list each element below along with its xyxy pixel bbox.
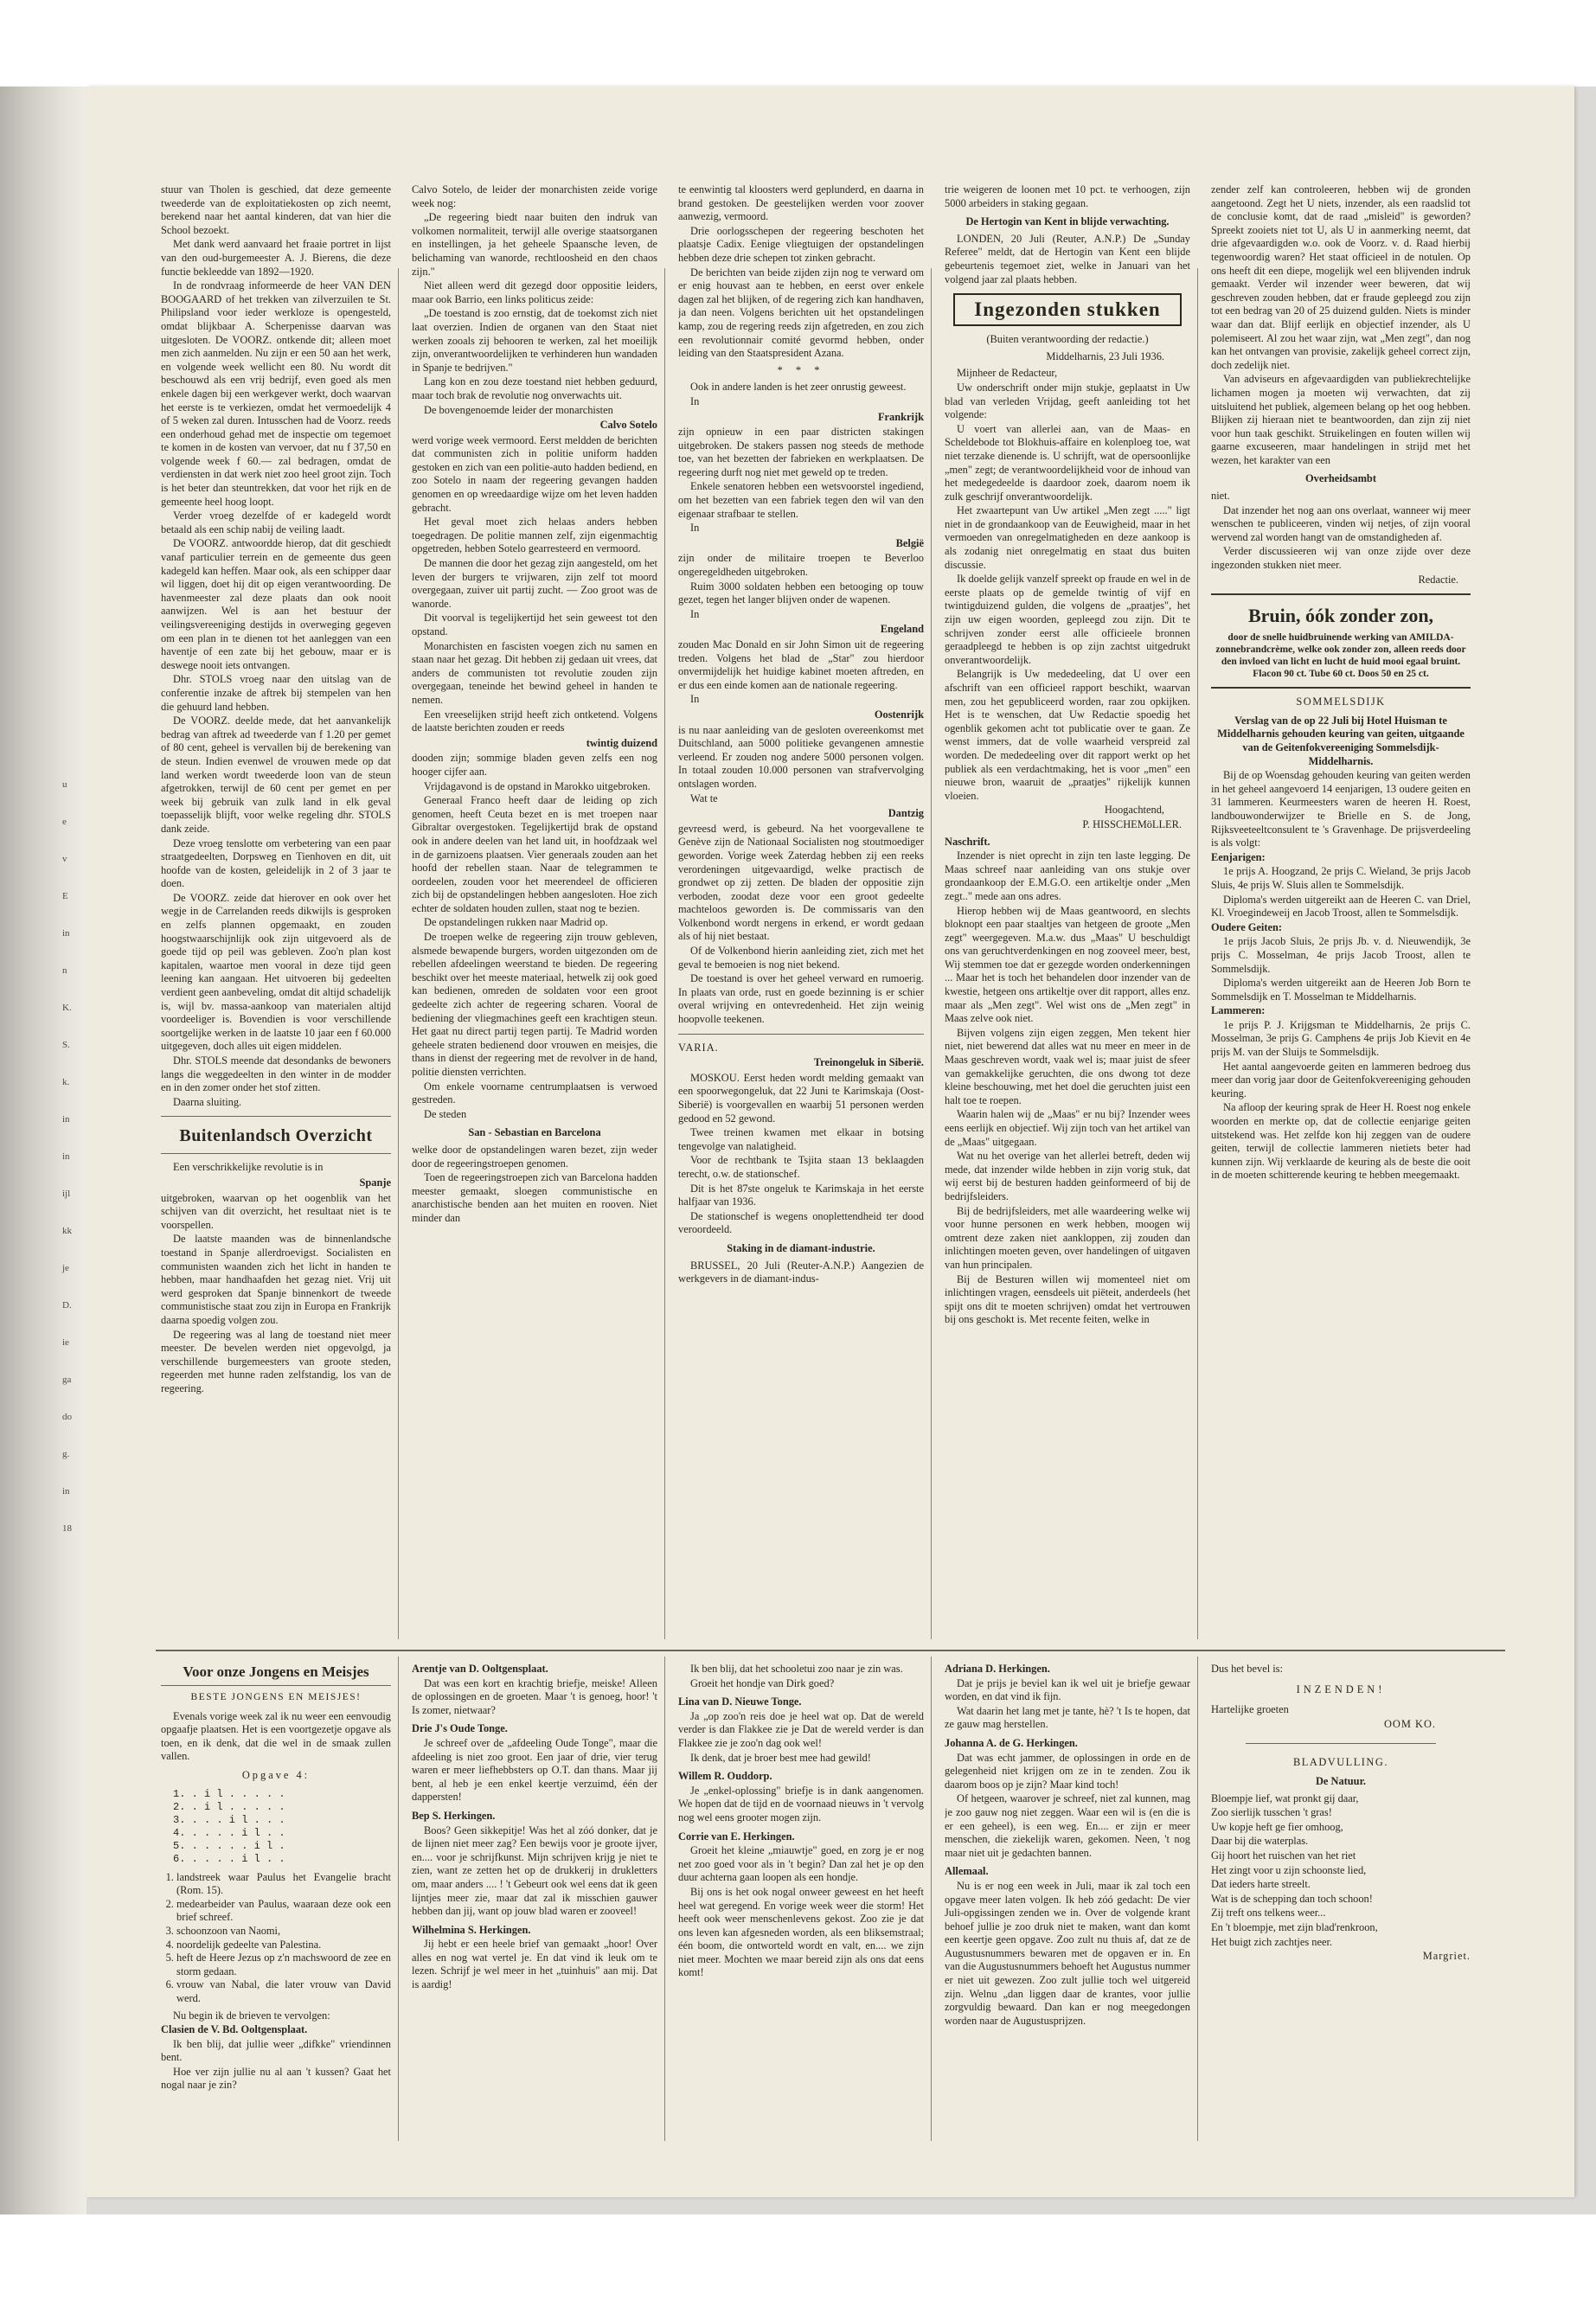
letters-column [945, 183, 1190, 1645]
paragraph: Verder vroeg dezelfde of er kadegeld wordt betaald als een schip nabij de veiling laadt. [161, 510, 391, 535]
paragraph: stuur van Tholen is geschied, dat deze gemeente tweederde van de exploitatiekosten op zich neemt, berekend naar het aantal kinderen, dat van hier die School bezoekt. [161, 183, 391, 236]
paragraph: gevreesd werd, is gebeurd. Na het voorgevallene te Genève zijn de Nationaal Socialisten nog stoutmoediger geworden. Vorige week Zaterdag hebben zij een reeks verordeningen uitgevaardigd, welke practisch de grondwet op zij zetten. De bladen der oppositie zijn verboden, zoodat deze voor een groot gedeelte machteloos geworden is. De commissaris van den Volkenbond wordt nergens in erkend, er wordt gedaan als of hij niet bestaat. [678, 822, 924, 943]
paragraph: De regeering was al lang de toestand niet meer meester. De bevelen werden niet opgevolgd, ja verschillende burgemeesters van groote steden, regeerden met hunne raden zelfstandig, los van de regeering. [161, 1328, 391, 1394]
letter-heading: Clasien de V. Bd. Ooltgensplaat. [161, 2023, 308, 2036]
paragraph: Calvo Sotelo, de leider der monarchisten zeide vorige week nog: [412, 183, 657, 209]
rule [678, 1034, 924, 1035]
kids-column-1 [161, 1663, 391, 2147]
paragraph: De berichten van beide zijden zijn nog te verward om er enig houvast aan te hebben, en eerst over enkele dagen zal het blijken, of de regering zich kan handhaven, ja dan neen. Volgens berichten uit het opstandelingen kamp, zou de regering reeds zijn afgetreden, en zou zich een revolutionnair comité gevormd hebben, onder leiding van den Staatspresident Azana. [678, 266, 924, 360]
puzzle-clue: 6. vrouw van Nabal, die later vrouw van David werd. [176, 1978, 391, 2005]
poem-line: Bloempje lief, wat pronkt gij daar, [1211, 1791, 1359, 1804]
letter-heading: Corrie van E. Herkingen. [678, 1830, 795, 1843]
paragraph: Wat nu het overige van het allerlei betreft, deden wij mede, dat inzender wilde hebben in zijn vorig stuk, dat wij eerst bij de besturen hadden geinformeerd of bij de bedrijfsleiders. [945, 1150, 1190, 1202]
paragraph: In [690, 394, 700, 407]
paragraph: Enkele senatoren hebben een wetsvoorstel ingediend, om het bezetten van een fabriek tegen den wil van den eigenaar strafbaar te stellen. [678, 480, 924, 520]
sommelsdijk-heading: SOMMELSDIJK [1296, 695, 1386, 708]
paragraph: zender zelf kan controleeren, hebben wij de gronden aangetoond. Zegt het U niets, inzender, als een raadslid tot de conclusie komt, dat de raad „misleid" is geworden? Spreekt zooiets niet tot U, als U in aanmerking neemt, dat drie afgevaardigden w.o. ook de Voorz. v. d. Raad hierbij tegenwoordig waren? Het staat officieel in de notulen. Op ons heeft dit een diepe, mogelijk wel een blijvenden indruk gemaakt. Verder wil inzender weer beweren, dat wij geschreven zouden hebben, dat er fraude gepleegd zou zijn tot een bedrag van 20 of 25 duizend gulden. Niets is minder waar dan dat. Blijf eerlijk en objectief inzender, als U polemiseert. Al zou het waar zijn, wat „Men zegt", dan nog kan het ontvangen van provisie, zakelijk geheel correct zijn, doch zedelijk niet. [1211, 183, 1471, 371]
paragraph: Dat was een kort en krachtig briefje, meiske! Alleen de oplossingen en de groeten. Maar 't is genoeg, hoor! 't Is zomer, nietwaar? [412, 1676, 657, 1716]
advert-title: Bruin, óók zonder zon, [1247, 605, 1434, 627]
paragraph: Belangrijk is Uw mededeeling, dat U over een afschrift van een officieel rapport beschikt, waarvan men, zou het gepubliceerd worden, raar zou opkijken. Het is te wenschen, dat Uw Redactie spoedig het ogenblik gekomen acht tot publicatie over te gaan. Ze wenst immers, dat de volle waarheid verspreid zal worden. De mededeeling over dit rapport werkt op het publiek als een verdachtmaking, het is voor „men" een nieuwe bron, waaruit de „praatjes" rijkelijk kunnen vloeien. [945, 668, 1190, 802]
paragraph: Bij de bedrijfsleiders, met alle waardeering welke wij voor hunne personen en werk hebben, moogen wij omtrent deze zaken niet aankloppen, zij zouden dan inlichtingen moeten geven, over handelingen of uitgaven van hun principalen. [945, 1204, 1190, 1271]
paragraph: Vrijdagavond is de opstand in Marokko uitgebroken. [424, 779, 651, 792]
paragraph: De laatste maanden was de binnenlandsche toestand in Spanje allerdroevigst. Socialisten en communisten waanden zich het licht in handen te hebben, maar handhaafden het gezag niet. Vrij uit werd gesproken dat Spanje binnenkort de tweede communistische staat zou zijn in Europa en Frankrijk daarna spoedig volgen zou. [161, 1233, 391, 1326]
subheading-san-sebastian: San - Sebastian en Barcelona [468, 1126, 601, 1139]
poem [1211, 1792, 1471, 1950]
paragraph: 1e prijs A. Hoogzand, 2e prijs C. Wieland, 3e prijs Jacob Sluis, 4e prijs W. Sluis allen te Sommelsdijk. [1211, 865, 1471, 891]
letter-salutation: Mijnheer de Redacteur, [957, 367, 1058, 380]
puzzle-row: 4. . . . . i l . . [173, 1826, 285, 1839]
paragraph: uitgebroken, waarvan op het oogenblik van het schijven van dit overzicht, het resultaat niet is te voorspellen. [161, 1191, 391, 1231]
margin-fragment: g. [62, 1449, 70, 1459]
margin-fragment: u [62, 779, 67, 790]
column-rule [931, 268, 932, 1639]
subheading-dantzig: Dantzig [888, 807, 924, 820]
paragraph: Ik ben blij, dat het schooletui zoo naar je zin was. [690, 1663, 903, 1675]
paragraph: Hoe ver zijn jullie nu al aan 't kussen? Gaat het nogal naar je zin? [161, 2065, 391, 2092]
column-rule [398, 1657, 399, 2141]
paragraph: Van adviseurs en afgevaardigden van publiekrechtelijke lichamen mogen ja moeten wij verwachten, dat zij uitsluitend het publiek, algemeen belang op het oog hebben. Blijken zij hieraan niet te beantwoorden, dan zijn zij niet voor hun taak geschikt. Struikelingen en fouten willen wij gaarne excuseeren, maar handelingen in strijd met het wezen, het karakter van een [1211, 373, 1471, 466]
disclaimer: (Buiten verantwoording der redactie.) [986, 333, 1149, 346]
subheading-oostenrijk: Oostenrijk [874, 708, 924, 721]
column-rule [398, 268, 399, 1639]
paragraph: In [690, 522, 700, 535]
rule [161, 1116, 391, 1117]
paragraph: De VOORZ. antwoordde hierop, dat dit geschiedt vanaf particulier terrein en de gemeente dus geen kadegeld kan heffen. Maar ook, als een schipper daar wil liggen, doet hij dit op eigen verantwoording. De havenmeester zal deze plaats dan ook nooit aanwijzen. Wel is aan het bestuur der veilingsvereeniging destijds in overweging gegeven om een plan in te dienen tot het aanleggen van een haventje of een zate bij het gebouw, maar er is deswege nooit iets ontvangen. [161, 537, 391, 671]
subheading-twintig-duizend: twintig duizend [586, 736, 657, 749]
section-label: Eenjarigen: [1211, 850, 1266, 863]
puzzle-row: 2. . i l . . . . . [173, 1800, 285, 1813]
letter-date: Middelharnis, 23 Juli 1936. [1046, 349, 1164, 362]
paragraph: Dhr. STOLS meende dat desondanks de bewoners langs die weggedeelten in den winter in de modder en in den zomer onder het stof zitten. [161, 1054, 391, 1094]
paragraph: Dat was echt jammer, de oplossingen in orde en de gelegenheid niet krijgen om ze in te zenden. Zou ik daarom boos op je zijn? Maar kind toch! [945, 1751, 1190, 1791]
poem-line: Wat is de schepping dan toch schoon! [1211, 1892, 1373, 1905]
margin-fragment: in [62, 1486, 70, 1497]
subheading-spanje: Spanje [359, 1176, 391, 1189]
paragraph: U voert van allerlei aan, van de Maas- en Scheldebode tot Blokhuis-affaire en kolenploeg toe, wat niet terzake dienende is. U schrijft, wat de opersoonlijke „men" zegt; de verantwoordelijkheid voor de inhoud van het medegedeelde is daardoor zoek, daarom noem ik zulk geschrijf onverantwoordelijk. [945, 422, 1190, 503]
paragraph: Het geval moet zich helaas anders hebben toegedragen. De politie mannen zelf, zijn eigenmachtig opgetreden, hebben Sotelo gearresteerd en vermoord. [412, 516, 657, 555]
subheading-staking: Staking in de diamant-industrie. [727, 1241, 875, 1254]
paragraph: Lang kon en zou deze toestand niet hebben geduurd, maar toch brak de revolutie nog onverwachts uit. [412, 375, 657, 401]
paragraph: Of hetgeen, waarover je schreef, niet zal kunnen, mag je zoo gauw nog niet zeggen. Waar een wil is (en die is er een geheel), is een weg. En.... er zijn er meer menschen, die ziekelijk waren, gekomen. Neen, 't nog maar niet uit je gedachten bannen. [945, 1792, 1190, 1859]
paragraph: Groeit het kleine „miauwtje" goed, en zorg je er nog net zoo goed voor als in 't begin? Dan zal het je op den duur achterna gaan loopen als een hondje. [678, 1844, 924, 1884]
paragraph: Ik doelde gelijk vanzelf spreekt op fraude en wel in de eerste plaats op de gemelde twintig of vijf en twintigduizend gulden, die volgens de „praatjes", het zijn uw eigen woorden, gepleegd zou zijn. Dit te schrijven zonder eerst alle officieele bronnen geraadpleegd te hebben is op zijn zachtst uitgedrukt onverantwoordelijk. [945, 573, 1190, 666]
paragraph: Drie oorlogsschepen der regeering beschoten het plaatsje Cadix. Eenige vliegtuigen der opstandelingen hebben deze drie schepen tot zinken gebracht. [678, 224, 924, 264]
puzzle-row: 5. . . . . . i l . [173, 1839, 285, 1852]
kids-column-4 [945, 1663, 1190, 2147]
paragraph: Dit voorval is tegelijkertijd het sein geweest tot den opstand. [412, 612, 657, 638]
left-margin-fragments [62, 779, 83, 1560]
paragraph: te eenwintig tal kloosters werd geplunderd, en daarna in brand gestoken. De geestelijken werden voor zoover aanwezig, vermoord. [678, 183, 924, 223]
keuring-intro: Verslag van de op 22 Juli bij Hotel Huisman te Middelharnis gehouden keuring van geiten, uitgaande van de Geitenfokvereeniging Sommelsdijk-Middelharnis. [1217, 714, 1465, 767]
paragraph: Ik ben blij, dat jullie weer „difkke" vriendinnen bent. [161, 2037, 391, 2064]
paragraph: Het aantal aangevoerde geiten en lammeren bedroeg dus meer dan vorig jaar door de Geitenfokvereeniging gehouden keuring. [1211, 1060, 1471, 1099]
paragraph: Om enkele voorname centrumplaatsen is verwoed gestreden. [412, 1080, 657, 1106]
column-rule [931, 1657, 932, 2141]
margin-fragment: D. [62, 1300, 72, 1311]
paragraph: Het zwaartepunt van Uw artikel „Men zegt ....." ligt niet in de grondaankoop van de Eeuwigheid, maar in het vermoeden van onregelmatigheden en deze aankoop is als zodanig niet onregelmatig en staat dus buiten discussie. [945, 504, 1190, 571]
margin-fragment: ijl [62, 1189, 71, 1199]
poem-line: Uw kopje heft ge fier omhoog, [1211, 1820, 1343, 1833]
poem-line: Het buigt zich zachtjes neer. [1211, 1935, 1333, 1948]
paragraph: Generaal Franco heeft daar de leiding op zich genomen, heeft Ceuta bezet en is met troepen naar Gibraltar overgestoken. Tegelijkertijd brak de opstand ook in andere deelen van het land uit, in hoofdzaak wel in de garnizoens plaatsen. Vier generaals zouden aan het hoofd der rebellen staan. Naar de telegrammen te oordeelen, zouden voor het meerendeel de officieren zich bij de opstandelingen hebben aangesloten. Hoe zich echter de soldaten houden zullen, staat nog te bezien. [412, 794, 657, 914]
margin-fragment: e [62, 817, 67, 827]
paragraph: Evenals vorige week zal ik nu weer een eenvoudig opgaafje plaatsen. Het is een voortgezetje opgave als toen, en ik denk, dat die wel in de smaak zullen vallen. [161, 1709, 391, 1763]
article-foreign-column [678, 183, 924, 1645]
margin-fragment: ga [62, 1375, 72, 1385]
puzzle-clue: 5. heft de Heere Jezus op z'n machswoord de zee en storm gedaan. [176, 1952, 391, 1978]
poem-line: Daar bij die waterplas. [1211, 1835, 1309, 1848]
paragraph: 1e prijs Jacob Sluis, 2e prijs Jb. v. d. Nieuwendijk, 3e prijs C. Mosselman, 4e prijs Jacob Troost, allen te Sommelsdijk. [1211, 935, 1471, 975]
poem-line: Gij hoort het ruischen van het riet [1211, 1849, 1356, 1862]
paragraph: De steden [424, 1107, 467, 1120]
ingezonden-stukken-heading: Ingezonden stukken [953, 293, 1182, 326]
letter-heading: Lina van D. Nieuwe Tonge. [678, 1695, 802, 1708]
paragraph: Een vreeselijken strijd heeft zich ontketend. Volgens de laatste berichten zouden er reeds [412, 708, 657, 734]
paragraph: Monarchisten en fascisten voegen zich nu samen en staan naar het gezag. Dit hebben zij gedaan uit vrees, dat anders de communisten tot revolutie zouden zijn overgegaan, teneinde het bewind geheel in handen te nemen. [412, 639, 657, 706]
letter-heading: Johanna A. de G. Herkingen. [945, 1736, 1078, 1749]
paragraph: Dat inzender het nog aan ons overlaat, wanneer wij meer wenschen te publiceeren, vinden wij netjes, of zijn vooral wervend zal worden hangt van de omstandigheden af. [1211, 503, 1471, 543]
paragraph: Na afloop der keuring sprak de Heer H. Roest nog enkele woorden en merkte op, dat de collectie eenjarige geiten uitstekend was. Het zelfde kon hij zeggen van de oudere geiten, terwijl de collectie lammeren nietiets beter had kunnen zijn. Wij verklaarde de keuring als de beste die ooit in de moeten schitterende keuring te hebben meegemaakt. [1211, 1101, 1471, 1182]
poem-title: De Natuur. [1315, 1774, 1367, 1787]
column-rule [1197, 268, 1198, 1639]
margin-fragment: in [62, 928, 70, 939]
paragraph: zijn opnieuw in een paar districten stakingen uitgebroken. De stakers passen nog steeds de methode toe, van het bezetten der fabrieken en werkplaatsen. De regeering durft nog niet met geweld op te treden. [678, 426, 924, 478]
poem-line: Dat ieders harte streelt. [1211, 1878, 1311, 1891]
paragraph: Voor de rechtbank te Tsjita staan 13 beklaagden terecht, o.w. de stationschef. [678, 1154, 924, 1180]
quote: „De regeering biedt naar buiten den indruk van volkomen normaliteit, terwijl alle overige staatsorganen en instellingen, ja het geheele Spaansche leven, de belichaming van wanorde, rechtloosheid en den chaos zijn." [412, 211, 657, 278]
section-label: Lammeren: [1211, 1004, 1266, 1017]
paragraph: In de rondvraag informeerde de heer VAN DEN BOOGAARD of het trekken van zilverzuilen te St. Philipsland voor ieder werkloze is opengesteld, omdat blijkbaar A. Scherpenisse daarvan was uitgesloten. De VOORZ. ontkende dit; alleen moet men zich aanmelden. Nu zijn er een 50 aan het werk, en volgende week wellicht een 80. Nu wordt dit beschouwd als een vrij bedrijf, even goed als men enkele dagen bij een werkgever werkt, doch waarvan het eerste is te verkiezen, omdat het vermoedelijk 4 of 5 weken zal duren. Intusschen had de Voorz. reeds een onderhoud gehad met de inspectie om tegemoet te komen in de kosten van vervoer, dat nu f 37,50 en volgende week f 60.— zal bedragen, omdat de verdiensten in dat werk niet zoo heel groot zijn. Toch is het beter dan steuntrekken, dat voor het rijk en de gemeente heel hoog loopt. [161, 279, 391, 508]
paragraph: Jij hebt er een heele brief van gemaakt „hoor! Over alles en nog wat vertel je. En dat vind ik leuk om te lezen. Schrijf je wel meer in het „tuinhuis" aan mij. Dat is aardig! [412, 1938, 657, 1991]
kids-salutation: BESTE JONGENS EN MEISJES! [190, 1692, 362, 1702]
paragraph: Bij de Besturen willen wij momenteel niet om inlichtingen vragen, eensdeels uit piëteit, anderdeels (het spijt ons dit te moeten schrijven) omdat het vertrouwen bij ons geschokt is. Met recente feiten, welke in [945, 1272, 1190, 1326]
paragraph: Wat te [690, 792, 718, 804]
paragraph: zouden Mac Donald en sir John Simon uit de regeering treden. Volgens het blad de „Star" zou hierdoor onvermijdelijk het huidige kabinet moeten aftreden, en er dus een einde komen aan de nationale regeering. [678, 638, 924, 691]
letter-heading: Arentje van D. Ooltgensplaat. [412, 1663, 548, 1675]
puzzle-clues [176, 1871, 391, 2006]
margin-fragment: ie [62, 1337, 69, 1348]
column-rule [664, 1657, 665, 2141]
margin-fragment: je [62, 1263, 69, 1273]
paragraph: Waarin halen wij de „Maas" er nu bij? Inzender wees eens eerlijk en objectief. Wij zijn toch van het artikel van de „Maas" uitgegaan. [945, 1108, 1190, 1148]
paragraph: In [690, 607, 700, 620]
paragraph: zijn onder de militaire troepen te Beverloo ongeregeldheden uitgebroken. [678, 552, 924, 579]
paragraph: Ik denk, dat je broer best mee had gewild! [690, 1751, 871, 1764]
rule [161, 1153, 391, 1154]
puzzle-clue: 3. schoonzoon van Naomi, [176, 1925, 391, 1939]
puzzle-clue: 4. noordelijk gedeelte van Palestina. [176, 1939, 391, 1952]
paragraph: De troepen welke de regeering zijn trouw gebleven, alsmede bewapende burgers, worden uitgezonden om de rebellen afdeelingen weerstand te bieden. De regeering beschikt over het meeste materiaal, hetwelk zij ook goed kan bedienen, omreden de soldaten voor een groot gedeelte zich achter de regeering scharen. Vooral de bediening der vliegmachines geeft een krachtigen steun. Het gaat nu direct partij tegen partij. Te Madrid worden geheele straten bedienend door vrouwen en meisjes, die thans in dienst der regeering met de revolver in de hand, politie diensten verrichten. [412, 931, 657, 1078]
naschrift-heading: Naschrift. [945, 835, 990, 848]
kids-heading: Voor onze Jongens en Meisjes [161, 1663, 391, 1686]
paragraph: Nu begin ik de brieven te vervolgen: [173, 2009, 330, 2022]
letter-heading: Drie J's Oude Tonge. [412, 1722, 508, 1735]
paragraph: is nu naar aanleiding van de gesloten overeenkomst met Duitschland, aan 5000 politieke gevangenen amnestie verleend. Er zouden nog andere 5000 personen volgen. In totaal zouden 10.000 personen van strafvervolging ontslagen worden. [678, 723, 924, 790]
paragraph: Wat daarin het lang met je tante, hè? 't Is te hopen, dat ze gauw mag herstellen. [945, 1704, 1190, 1731]
puzzle-row: 3. . . . i l . . . [173, 1813, 285, 1826]
puzzle-row: 6. . . . . i l . . [173, 1852, 285, 1865]
letter-closing: Hoogachtend, [1104, 804, 1164, 817]
quote: „De toestand is zoo ernstig, dat de toekomst zich niet laat overzien. Indien de organen van den Staat niet werken zooals zij behooren te werken, zal het moeilijk zijn, onverantwoordelijken te verhinderen hun wandaden in Spanje te bedrijven." [412, 307, 657, 374]
paragraph: Inzender is niet oprecht in zijn ten laste legging. De Maas schreef naar aanleiding van ons stukje over grondaankoop der E.M.G.O. een artikeltje onder „Men zegt.." mede aan ons adres. [945, 849, 1190, 902]
subheading-overheidsambt: Overheidsambt [1305, 472, 1376, 485]
kids-column-3 [678, 1663, 924, 2147]
paragraph: welke door de opstandelingen waren bezet, zijn weder door de regeeringstroepen genomen. [412, 1143, 657, 1170]
paragraph: Dus het bevel is: [1211, 1663, 1283, 1675]
reply-and-local-column [1211, 183, 1471, 1645]
paragraph: Verder discussieeren wij van onze zijde over deze ingezonden stukken niet meer. [1211, 545, 1471, 572]
paragraph: Je schreef over de „afdeeling Oude Tonge", maar die afdeeling is niet zoo groot. Een jaar of drie, vier terug waren er meer liefhebbsters op O.T. dan thans. Maar jij bent, al heb je een enkel keertje verzuimd, één der dappersten! [412, 1736, 657, 1804]
puzzle-row: 1. . i l . . . . . [173, 1787, 285, 1800]
inzenden-callout: INZENDEN! [1296, 1682, 1386, 1695]
varia-heading: VARIA. [678, 1041, 719, 1054]
letter-signature: P. HISSCHEMöLLER. [1082, 817, 1182, 830]
separator-stars: * * * [777, 363, 825, 376]
poem-line: En 't bloempje, met zijn blad'renkroon, [1211, 1920, 1378, 1933]
puzzle-clue: 1. landstreek waar Paulus het Evangelie bracht (Rom. 15). [176, 1871, 391, 1898]
paragraph: Ruim 3000 soldaten hebben een betooging op touw gezet, tegen het langer blijven onder de wapenen. [678, 580, 924, 606]
margin-fragment: 18 [62, 1523, 72, 1534]
paragraph: Je „enkel-oplossing" briefje is in dank aangenomen. We hopen dat de tijd en de voornaad nieuws in 't vervolg nog wel eens grooter mogen zijn. [678, 1784, 924, 1823]
paragraph: De stationschef is wegens onoplettendheid ter dood veroordeeld. [678, 1209, 924, 1236]
letter-heading: Willem R. Ouddorp. [678, 1770, 772, 1783]
paragraph: Met dank werd aanvaard het fraaie portret in lijst van den oud-burgemeester A. J. Bierens, die deze functie bekleedde van 1892—1920. [161, 238, 391, 278]
margin-fragment: do [62, 1412, 72, 1422]
foreign-overview-heading: Buitenlandsch Overzicht [179, 1126, 373, 1146]
paragraph: In [690, 693, 700, 706]
editorial-signature: Redactie. [1418, 573, 1458, 586]
column-rule [1197, 1657, 1198, 2141]
margin-fragment: E [62, 891, 68, 901]
paragraph: Daarna sluiting. [173, 1095, 242, 1108]
column-rule [664, 268, 665, 1639]
paragraph: Bijven volgens zijn eigen zeggen, Men tekent hier niet, niet bewerend dat alles wat nu meer en meer in de Maas geschreven wordt, vaak wel is; maar juist de sfeer van gemakkelijke geruchten, die ons dwong tot deze kleine beschouwing, met het doel die geruchten juist een halt toe te roepen. [945, 1026, 1190, 1106]
paragraph: dooden zijn; sommige bladen geven zelfs een nog hooger cijfer aan. [412, 752, 657, 778]
paragraph: Boos? Geen sikkepitje! Was het al zóó donker, dat je de lijnen niet meer zag? Een bewijs voor je groote ijver, en.... voor je schrijfkunst. Mijn schrijven krijg je niet te zien, want ze zetten het op de drukkerij in drukletters om, maar anders .... ! 't Gebeurt ook wel eens dat ik geen lijntjes meer zie, maar dat zal ik misschien gauwer hebben dan jij, want op jouw blad waren er zooveel! [412, 1823, 657, 1918]
kids-column-5 [1211, 1663, 1471, 2147]
subheading-frankrijk: Frankrijk [877, 410, 924, 423]
paragraph: Ja „op zoo'n reis doe je heel wat op. Dat de wereld verder is dan Flakkee zie je Dat de wereld verder is dan Flakkee zie je zoo'n dag ook wel! [678, 1709, 924, 1749]
letter-heading: Allemaal. [945, 1865, 989, 1878]
rule [1211, 687, 1471, 689]
paragraph: De toestand is over het geheel verward en rumoerig. In plaats van orde, rust en goede bezinning is er schier overal wrijving en ontevredenheid. Het zijn weinig hoopvolle teekenen. [678, 972, 924, 1026]
margin-fragment: n [62, 965, 67, 976]
paragraph: Bij ons is het ook nogal onweer geweest en het heeft heel wat geregend. En vorige week weer die storm! Het heeft ook weer menschenlevens gekost. Zoo zie je dat ons leven kan afgesneden worden, als een bliksemstraal; één boom, die ontworteld wordt en valt, en.... we zijn niet meer. Mochten we maar bereid zijn als ons dat eens komt! [678, 1885, 924, 1979]
paragraph: Hierop hebben wij de Maas geantwoord, en slechts bloknopt een paar staaltjes van hetgeen de groote „Men zegt" weergegeven. M.a.w. dus „Maas" U beschuldigt ons van geruchtverdenkingen en nog zooveel meer, best, Wij stemmen toe dat er gezegde worden onderkenningen ... Maar het is toch het behandelen door inzender van de kwestie, hetgeen ons artikeltje over dit rapport, alles enz. maar als „Men zegt". Wel wist ons de „Men zegt" in Maas zelve ook niet. [945, 904, 1190, 1025]
paragraph: Deze vroeg tenslotte om verbetering van een paar straatgedeelten, Dorpsweg en Tienhoven en dit, uit hoofde van de kosten, geleidelijk in 2 of 3 jaar te doen. [161, 836, 391, 890]
paragraph: Niet alleen werd dit gezegd door oppositie leiders, maar ook Barrio, een links politicus zeide: [412, 279, 657, 305]
subheading-treinongeluk: Treinongeluk in Siberië. [813, 1056, 924, 1069]
section-label: Oudere Geiten: [1211, 920, 1283, 933]
paragraph: LONDEN, 20 Juli (Reuter, A.N.P.) De „Sunday Referee" meldt, dat de Hertogin van Kent een blijde gebeurtenis tegemoet ziet, welke in Januari van het volgend jaar zal plaats hebben. [945, 232, 1190, 285]
bladvulling-heading: BLADVULLING. [1293, 1756, 1388, 1769]
poem-line: Zij treft ons telkens weer... [1211, 1907, 1326, 1920]
letter-heading: Wilhelmina S. Herkingen. [412, 1923, 531, 1936]
puzzle-title: Opgave 4: [241, 1768, 311, 1781]
advert-text: door de snelle huidbruinende werking van AMILDA-zonnebrandcrème, welke ook zonder zon, alleen reeds door den invloed van licht en lucht de huid mooi egaal bruint. Flacon 90 ct. Tube 60 ct. Doos 50 en 25 ct. [1215, 632, 1466, 680]
paragraph: Toen de regeeringstroepen zich van Barcelona hadden meester gemaakt, sloegen communistische en anarchistische benden aan het muiten en rooven. Niet minder dan [412, 1171, 657, 1224]
paragraph: 1e prijs P. J. Krijgsman te Middelharnis, 2e prijs C. Mosselman, 3e prijs G. Camphens 4e prijs Job Kievit en 4e prijs M. van der Sluijs te Sommelsdijk. [1211, 1018, 1471, 1059]
paragraph: trie weigeren de loonen met 10 pct. te verhoogen, zijn 5000 arbeiders in staking gegaan. [945, 183, 1190, 209]
paragraph: Groeit het hondje van Dirk goed? [690, 1676, 835, 1689]
paragraph: Nu is er nog een week in Juli, maar ik zal toch een opgave meer laten volgen. Ik heb zóó gedacht: De vier Juli-opgissingen zenden we in. Over de volgende krant behoef jullie je zoo druk niet te maken, want dan komt een keertje geen opgave. Zoo zult nu thuis af, dat ze de Augustusnummers bewaren met de opgaven er in. En van die Augustusnummers behoeft het Augustus nummer er niet uit gewezen. Zoo zult jullie toch wel uitgereid zijn. Welnu „dan liggen daar de krantes, voor jullie zorgvuldig bewaard. Dan kan er nog meegedongen worden naar de Augustusprijzen. [945, 1879, 1190, 2027]
paragraph: Een verschrikkelijke revolutie is in [173, 1161, 324, 1174]
paragraph: Bij de op Woensdag gehouden keuring van geiten werden in het geheel aangevoerd 14 eenjarigen, 13 oudere geiten en 31 lammeren. Keurmeesters waren de heeren H. Roest, landbouwonderwijzer te Brielle en S. de Jong, Rijksveeteeltconsulent te 's Gravenhage. De prijsverdeeling is als volgt: [1211, 769, 1471, 849]
margin-fragment: S. [62, 1040, 70, 1050]
rule [1246, 1743, 1436, 1744]
subheading-hertogin: De Hertogin van Kent in blijde verwachting. [965, 215, 1170, 228]
paragraph: Dat je prijs je beviel kan ik wel uit je briefje gewaar worden, en dat vind ik fijn. [945, 1676, 1190, 1703]
margin-fragment: K. [62, 1003, 72, 1013]
paragraph: Diploma's werden uitgereikt aan de Heeren C. van Driel, Kl. Vroegindeweij en Jacob Troost, allen te Sommelsdijk. [1211, 893, 1471, 920]
letter-heading: Bep S. Herkingen. [412, 1809, 496, 1822]
paragraph: Dit is het 87ste ongeluk te Karimskaja in het eerste halfjaar van 1936. [678, 1182, 924, 1208]
paragraph: Dhr. STOLS vroeg naar den uitslag van de conferentie inzake de aftrek bij stempelen van hen die gehuurd land hebben. [161, 673, 391, 713]
paragraph: BRUSSEL, 20 Juli (Reuter-A.N.P.) Aangezien de werkgevers in de diamant-indus- [678, 1259, 924, 1285]
newspaper-page [87, 87, 1574, 2197]
poem-signature: Margriet. [1422, 1950, 1471, 1963]
subheading-calvo-sotelo: Calvo Sotelo [599, 419, 657, 432]
article-spain-column [412, 183, 657, 1645]
paragraph: MOSKOU. Eerst heden wordt melding gemaakt van een spoorwegongeluk, dat 22 Juni te Karimskaja (Oost-Siberië) is voorgevallen en waarbij 51 personen werden gedood en 52 gewond. [678, 1071, 924, 1125]
subheading-belgie: België [895, 536, 924, 549]
letter-heading: Adriana D. Herkingen. [945, 1663, 1050, 1675]
poem-line: Zoo sierlijk tusschen 't gras! [1211, 1806, 1332, 1819]
margin-fragment: in [62, 1114, 70, 1125]
paragraph: Ook in andere landen is het zeer onrustig geweest. [690, 381, 907, 394]
paragraph: De bovengenoemde leider der monarchisten [424, 403, 613, 416]
paragraph: niet. [1211, 490, 1230, 503]
paragraph: Uw onderschrift onder mijn stukje, geplaatst in Uw blad van verleden Vrijdag, geeft aanleiding tot het volgende: [945, 381, 1190, 421]
article-council-column [161, 183, 391, 1645]
paragraph: De VOORZ. zeide dat hierover en ook over het wegje in de Carrelanden reeds dikwijls is gesproken en zelfs plannen opgemaakt, en zouden hoogstwaarschijnlijk ook zijn uitgevoerd als de goede tijd op peil was gebleven. Zoo'n plan kost kapitalen, waartoe men vooral in deze tijd geen leening kan aangaan. Het uitvoeren bij gedeelten verdient geen aanbeveling, omdat dit altijd schadelijk is, wijl bv. massa-aankoop van materialen altijd voordeeliger is. Bovendien is voor verschillende soortgelijke werken in de laatste 10 jaar een f 60.000 uitgegeven, doch alles uit eigen middelen. [161, 891, 391, 1053]
paragraph: Twee treinen kwamen met elkaar in botsing tengevolge van nalatigheid. [678, 1126, 924, 1152]
section-divider [156, 1650, 1505, 1651]
puzzle-clue: 2. medearbeider van Paulus, waaraan deze ook een brief schreef. [176, 1898, 391, 1925]
closing: Hartelijke groeten [1211, 1703, 1289, 1716]
kids-column-2 [412, 1663, 657, 2147]
margin-fragment: v [62, 854, 67, 864]
paragraph: Diploma's werden uitgereikt aan de Heeren Job Born te Sommelsdijk en T. Mosselman te Middelharnis. [1211, 977, 1471, 1003]
subheading-engeland: Engeland [880, 623, 924, 636]
margin-fragment: kk [62, 1226, 72, 1236]
poem-line: Het zingt voor u zijn schoonste lied, [1211, 1863, 1367, 1876]
paragraph: werd vorige week vermoord. Eerst meldden de berichten dat communisten zich in politie uniform hadden gestoken en zich van een politie-auto hadden bediend, en zoo Sotelo in naam der regeering gevangen hadden genomen en op wreedaardige wijze om het leven hadden gebracht. [412, 433, 657, 514]
paragraph: De VOORZ. deelde mede, dat het aanvankelijk bedrag van aftrek ad tweederde van f 1.20 per gemet of 80 cent, geheel is vervallen bij de berekening van de steun. Indien evenwel de vrouwen mede op dat land werken wordt tweederde loon van de steun afgetrokken, terwijl de 60 cent per gemet en per week bij gebruik van zulk land in elk geval toepasselijk blijft, voor welke regeling dhr. STOLS dank zeide. [161, 715, 391, 835]
puzzle-grid [173, 1788, 391, 1866]
paragraph: Of de Volkenbond hierin aanleiding ziet, zich met het geval te bemoeien is nog niet bekend. [678, 945, 924, 971]
signature-oom-ko: OOM KO. [1383, 1717, 1436, 1730]
paragraph: De mannen die door het gezag zijn aangesteld, om het leven der burgers te vrijwaren, zijn zelf tot moord overgegaan, zuiver uit partij zucht. — Zoo groot was de wanorde. [412, 557, 657, 610]
paragraph: De opstandelingen rukken naar Madrid op. [424, 916, 608, 929]
margin-fragment: k. [62, 1077, 70, 1087]
rule [1211, 593, 1471, 595]
margin-fragment: in [62, 1151, 70, 1162]
